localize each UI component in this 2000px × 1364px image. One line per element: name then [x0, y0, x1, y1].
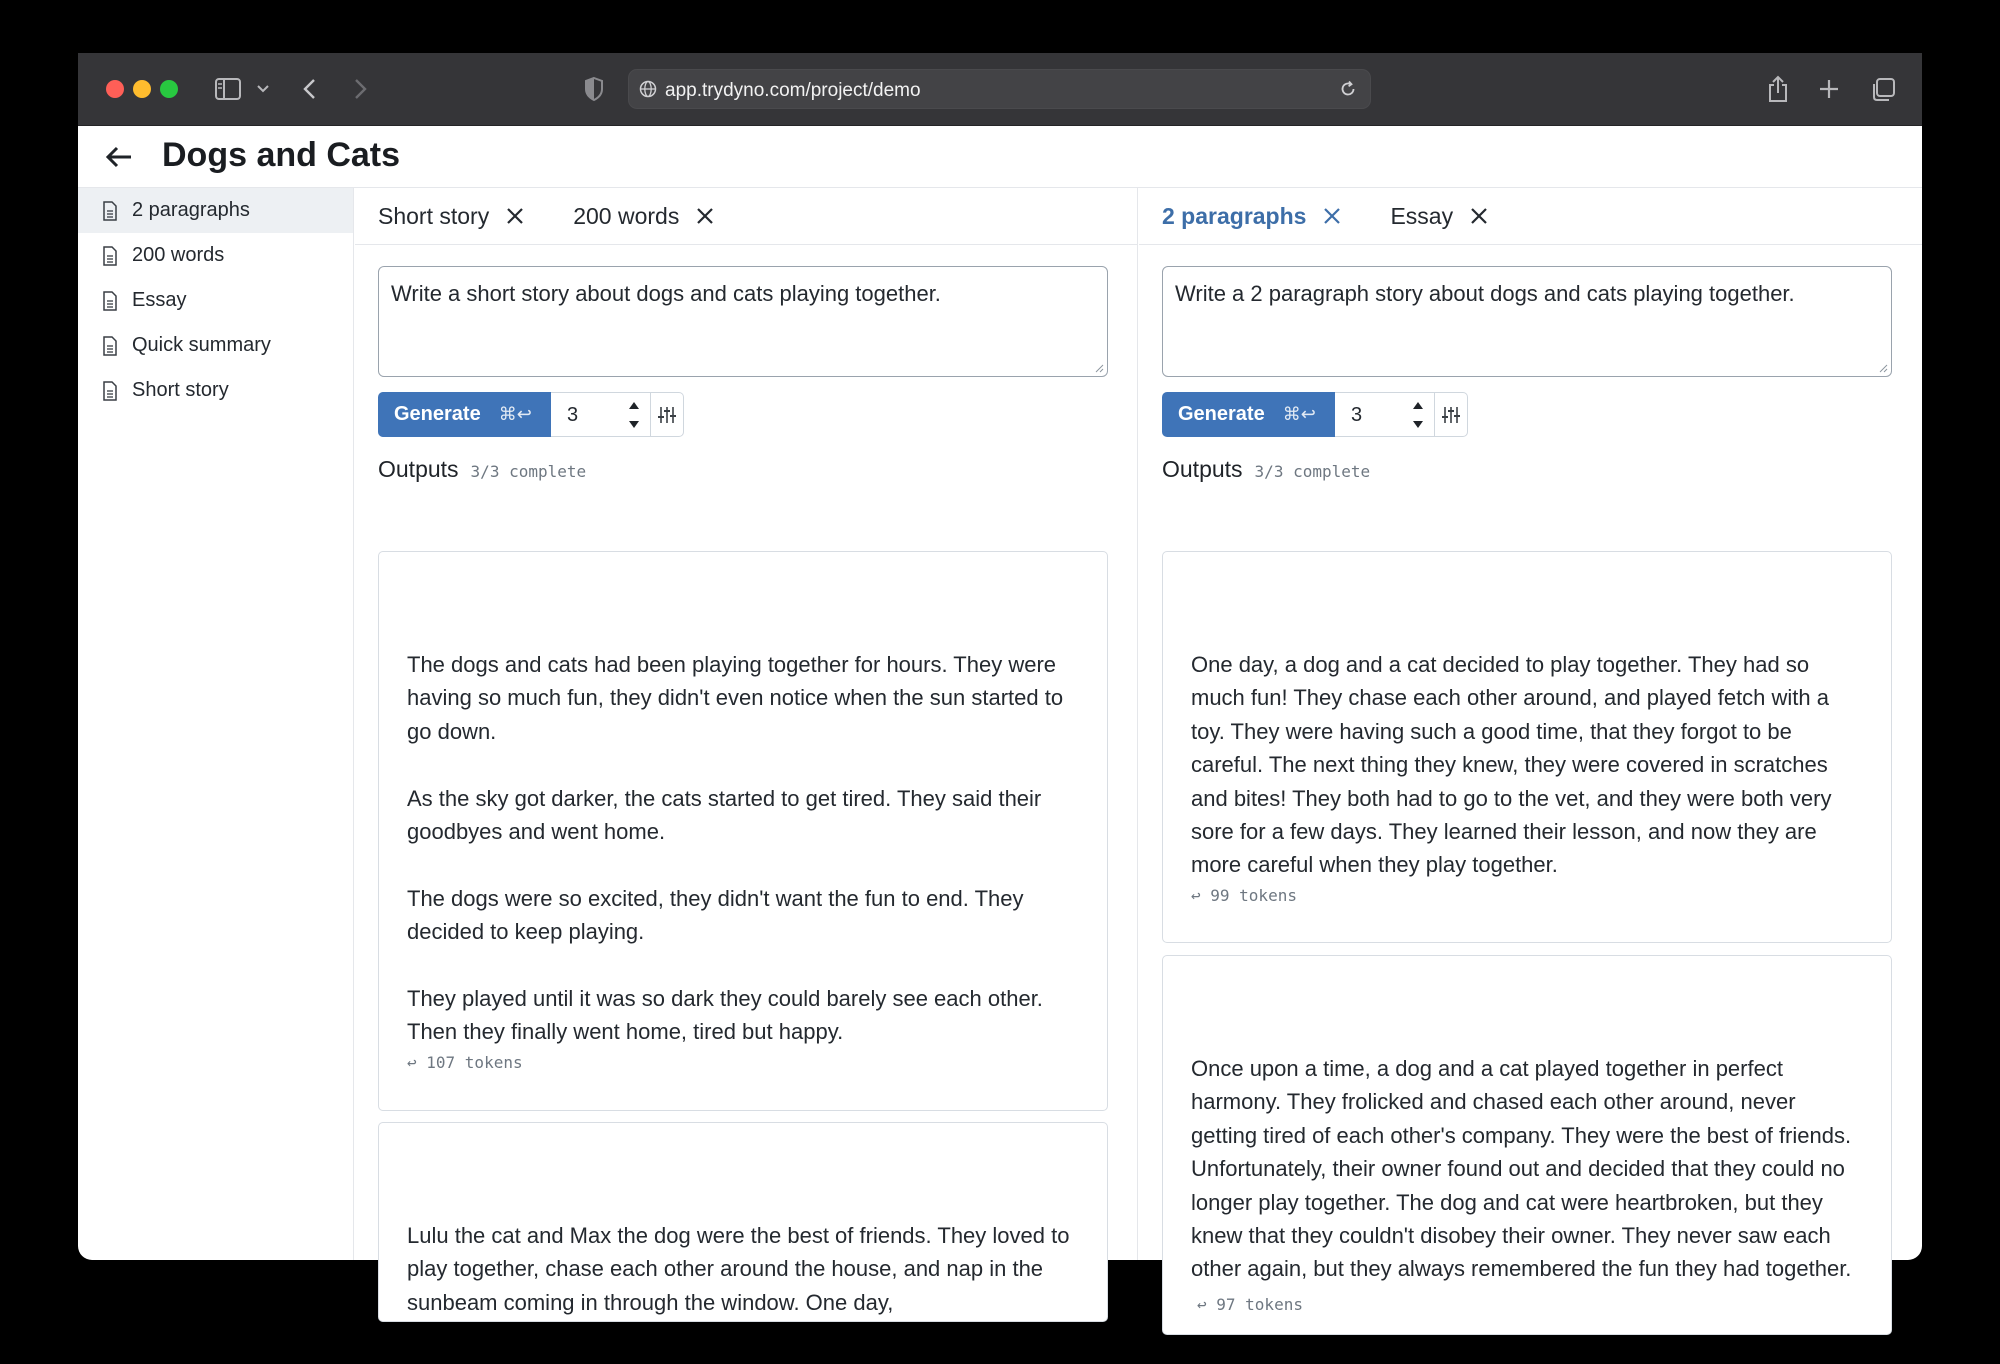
document-icon — [102, 336, 118, 356]
sidebar-item-essay[interactable] — [78, 278, 353, 323]
output-card — [1162, 551, 1892, 943]
browser-window — [78, 53, 1922, 1315]
output-paragraph: One day, a dog and a cat decided to play together. They had so much fun! They chase each other around, and played fetch with a toy. They were having such a good time, that they forgot to be careful. The next thing they knew, they were covered in scratches and bites! They both had to go to the vet, and they were both very sore for a few days. They learned their lesson, and now they are more careful when they play together. — [1191, 652, 1832, 878]
shortcut-hint: ⌘↩ — [498, 404, 532, 424]
generate-button[interactable] — [378, 392, 551, 437]
sliders-icon — [657, 405, 677, 425]
close-window-button[interactable] — [106, 80, 124, 98]
document-icon — [102, 291, 118, 311]
tab-200-words[interactable] — [573, 203, 715, 230]
sidebar-icon[interactable] — [214, 73, 242, 105]
left-pane — [355, 188, 1138, 1315]
outputs-header — [378, 456, 586, 483]
document-icon — [102, 381, 118, 401]
page-title: Dogs and Cats — [162, 136, 401, 174]
shortcut-hint: ⌘↩ — [1282, 404, 1316, 424]
outputs-status: 3/3 complete — [1254, 462, 1371, 481]
sidebar-item-quick-summary[interactable] — [78, 323, 353, 368]
output-paragraph: They played until it was so dark they could barely see each other. Then they finally went home, tired but happy. — [407, 986, 1043, 1045]
count-value: 3 — [567, 404, 579, 426]
tabs-overview-icon[interactable] — [1870, 73, 1896, 105]
settings-button[interactable] — [651, 392, 684, 437]
output-paragraph: The dogs were so excited, they didn't want the fun to end. They decided to keep playing. — [407, 885, 1024, 945]
outputs-header — [1162, 456, 1370, 483]
back-icon[interactable] — [300, 73, 320, 105]
share-icon[interactable] — [1766, 73, 1790, 105]
stepper-icon[interactable] — [1410, 397, 1426, 433]
sidebar-item-200-words[interactable] — [78, 233, 353, 278]
sidebar-item-2-paragraphs[interactable] — [78, 188, 353, 233]
close-icon[interactable] — [1469, 206, 1489, 226]
prompt-text: Write a short story about dogs and cats playing together. — [391, 281, 941, 306]
right-tab-bar — [1139, 188, 1922, 245]
output-paragraph: Lulu the cat and Max the dog were the best of friends. They loved to play together, chase each other around the house, and nap in the sunbeam coming in through the window. One day, — [407, 1223, 1070, 1315]
output-paragraph: As the sky got darker, the cats started to get tired. They said their goodbyes and went home. — [407, 785, 1042, 845]
tab-label: Short story — [378, 202, 490, 229]
generate-controls — [1162, 392, 1468, 437]
count-input[interactable] — [1335, 392, 1435, 437]
sidebar-item-label: Short story — [132, 379, 229, 401]
sliders-icon — [1441, 405, 1461, 425]
sidebar-item-short-story[interactable] — [78, 368, 353, 413]
globe-icon — [639, 80, 657, 98]
close-icon[interactable] — [695, 206, 715, 226]
chevron-down-icon[interactable] — [256, 73, 270, 105]
new-tab-icon[interactable] — [1818, 73, 1840, 105]
outputs-title: Outputs — [378, 456, 459, 482]
tab-label: Essay — [1390, 202, 1454, 229]
close-icon[interactable] — [1322, 206, 1342, 226]
outputs-status: 3/3 complete — [470, 462, 587, 481]
stepper-icon[interactable] — [626, 397, 642, 433]
sidebar — [78, 188, 354, 1260]
tab-label: 2 paragraphs — [1162, 202, 1307, 229]
zoom-window-button[interactable] — [160, 80, 178, 98]
prompt-text: Write a 2 paragraph story about dogs and cats playing together. — [1175, 281, 1795, 306]
settings-button[interactable] — [1435, 392, 1468, 437]
token-count: ↩ 107 tokens — [407, 1052, 523, 1072]
left-tab-bar — [355, 188, 1137, 245]
sidebar-item-label: Quick summary — [132, 334, 271, 356]
resize-handle-icon[interactable] — [1094, 363, 1104, 373]
tab-2-paragraphs[interactable] — [1162, 203, 1342, 230]
tab-short-story[interactable] — [378, 203, 525, 230]
sidebar-item-label: 2 paragraphs — [132, 199, 250, 221]
forward-icon[interactable] — [350, 73, 370, 105]
output-paragraph: The dogs and cats had been playing together for hours. They were having so much fun, they didn't even notice when the sun started to go down. — [407, 652, 1064, 744]
minimize-window-button[interactable] — [133, 80, 151, 98]
output-paragraph: Once upon a time, a dog and a cat played together in perfect harmony. They frolicked and chased each other around, never getting tired of each other's company. They were the best of friends. Unfortunately, their owner found out and decided that they could no longer play together. The dog and cat were heartbroken, but they knew that they couldn't disobey their owner. They never saw each other again, but they always remembered the fun they had together. — [1191, 1056, 1852, 1282]
output-card — [378, 1122, 1108, 1322]
count-input[interactable] — [551, 392, 651, 437]
document-icon — [102, 246, 118, 266]
document-icon — [102, 201, 118, 221]
output-card — [378, 551, 1108, 1111]
tab-label: 200 words — [573, 202, 680, 229]
prompt-textarea[interactable] — [1162, 266, 1892, 377]
right-pane — [1139, 188, 1922, 1314]
generate-label: Generate — [394, 403, 481, 425]
app-header — [78, 126, 1922, 188]
token-count: ↩ 99 tokens — [1191, 885, 1297, 905]
resize-handle-icon[interactable] — [1878, 363, 1888, 373]
output-card — [1162, 955, 1892, 1335]
reload-icon[interactable] — [1338, 79, 1358, 99]
outputs-title: Outputs — [1162, 456, 1243, 482]
tab-essay[interactable] — [1390, 203, 1489, 230]
shield-icon[interactable] — [583, 73, 605, 105]
address-bar[interactable] — [628, 69, 1371, 109]
generate-button[interactable] — [1162, 392, 1335, 437]
generate-controls — [378, 392, 684, 437]
arrow-left-icon[interactable] — [102, 140, 136, 174]
close-icon[interactable] — [505, 206, 525, 226]
count-value: 3 — [1351, 404, 1363, 426]
sidebar-item-label: Essay — [132, 289, 187, 311]
generate-label: Generate — [1178, 403, 1265, 425]
prompt-textarea[interactable] — [378, 266, 1108, 377]
url-text: app.trydyno.com/project/demo — [665, 80, 921, 101]
browser-toolbar — [78, 53, 1922, 126]
token-count: ↩ 97 tokens — [1197, 1294, 1303, 1314]
sidebar-item-label: 200 words — [132, 244, 225, 266]
